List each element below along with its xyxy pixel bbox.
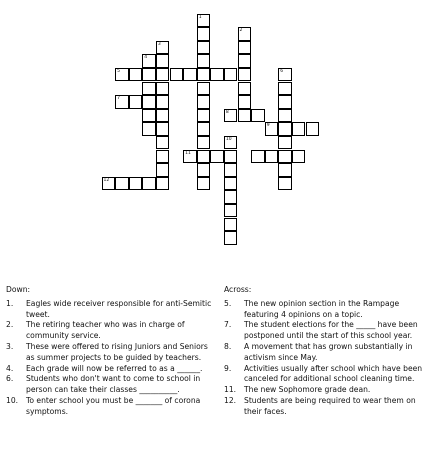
grid-cell[interactable] bbox=[210, 68, 224, 82]
grid-cell[interactable] bbox=[156, 122, 170, 136]
clue-number-label: 5. bbox=[224, 298, 232, 308]
grid-cell[interactable] bbox=[142, 82, 156, 96]
clue-number-label: 8. bbox=[224, 341, 232, 351]
grid-cell[interactable] bbox=[197, 163, 211, 177]
grid-cell[interactable] bbox=[278, 82, 292, 96]
clue-text: A movement that has grown substantially in activism since May. bbox=[244, 341, 413, 362]
grid-cell[interactable] bbox=[238, 27, 252, 41]
grid-cell[interactable] bbox=[156, 54, 170, 68]
grid-cell[interactable] bbox=[183, 150, 197, 164]
clue-number: 9 bbox=[266, 123, 270, 129]
grid-cell[interactable] bbox=[142, 54, 156, 68]
grid-cell[interactable] bbox=[278, 68, 292, 82]
grid-cell[interactable] bbox=[183, 68, 197, 82]
grid-cell[interactable] bbox=[278, 136, 292, 150]
grid-cell[interactable] bbox=[102, 177, 116, 191]
grid-cell[interactable] bbox=[115, 68, 129, 82]
grid-cell[interactable] bbox=[238, 95, 252, 109]
grid-cell[interactable] bbox=[197, 109, 211, 123]
grid-cell[interactable] bbox=[156, 68, 170, 82]
grid-cell[interactable] bbox=[197, 27, 211, 41]
grid-cell[interactable] bbox=[142, 177, 156, 191]
grid-cell[interactable] bbox=[156, 95, 170, 109]
grid-cell[interactable] bbox=[278, 150, 292, 164]
clue-number: 8 bbox=[225, 109, 229, 115]
across-clue bbox=[224, 299, 429, 321]
across-clue bbox=[224, 320, 429, 342]
grid-cell[interactable] bbox=[156, 136, 170, 150]
grid-cell[interactable] bbox=[238, 68, 252, 82]
clue-number-label: 7. bbox=[224, 320, 232, 330]
clue-number-label: 1. bbox=[6, 298, 14, 308]
grid-cell[interactable] bbox=[142, 122, 156, 136]
across-clue bbox=[224, 342, 429, 364]
down-clue-list bbox=[6, 299, 216, 418]
clue-number: 3 bbox=[157, 41, 161, 47]
grid-cell[interactable] bbox=[224, 109, 238, 123]
grid-cell[interactable] bbox=[224, 136, 238, 150]
grid-cell[interactable] bbox=[265, 122, 279, 136]
across-clue bbox=[224, 385, 429, 396]
grid-cell[interactable] bbox=[197, 82, 211, 96]
grid-cell[interactable] bbox=[156, 163, 170, 177]
grid-cell[interactable] bbox=[224, 163, 238, 177]
clue-text: The student elections for the _____ have been postponed until the start of this school year. bbox=[244, 320, 418, 341]
clue-number-label: 11. bbox=[224, 385, 237, 395]
clue-text: Eagles wide receiver responsible for anti-Semitic tweet. bbox=[26, 298, 212, 319]
grid-cell[interactable] bbox=[197, 54, 211, 68]
clue-number-label: 3. bbox=[6, 341, 14, 351]
grid-cell[interactable] bbox=[306, 122, 320, 136]
down-clue bbox=[6, 299, 216, 321]
clue-number-label: 9. bbox=[224, 363, 232, 373]
grid-cell[interactable] bbox=[224, 218, 238, 232]
down-clue bbox=[6, 374, 216, 396]
down-clue bbox=[6, 320, 216, 342]
grid-cell[interactable] bbox=[251, 109, 265, 123]
grid-cell[interactable] bbox=[142, 95, 156, 109]
grid-cell[interactable] bbox=[197, 136, 211, 150]
grid-cell[interactable] bbox=[197, 14, 211, 28]
grid-cell[interactable] bbox=[129, 177, 143, 191]
grid-cell[interactable] bbox=[251, 150, 265, 164]
clue-number-label: 4. bbox=[6, 363, 14, 373]
grid-cell[interactable] bbox=[156, 150, 170, 164]
grid-cell[interactable] bbox=[197, 95, 211, 109]
down-heading: Down: bbox=[6, 285, 31, 294]
down-clue bbox=[6, 364, 216, 375]
across-clue bbox=[224, 364, 429, 386]
grid-cell[interactable] bbox=[129, 95, 143, 109]
clue-number: 11 bbox=[185, 150, 191, 156]
grid-cell[interactable] bbox=[129, 68, 143, 82]
across-clues bbox=[224, 285, 429, 418]
clue-text: The new opinion section in the Rampage featuring 4 opinions on a topic. bbox=[244, 298, 400, 319]
grid-cell[interactable] bbox=[278, 109, 292, 123]
clue-text: The new Sophomore grade dean. bbox=[244, 385, 371, 395]
across-clue bbox=[224, 396, 429, 418]
grid-cell[interactable] bbox=[210, 150, 224, 164]
across-clue-list bbox=[224, 299, 429, 418]
grid-cell[interactable] bbox=[292, 150, 306, 164]
clue-text: Activities usually after school which have been canceled for additional school cleaning time. bbox=[244, 363, 423, 384]
grid-cell[interactable] bbox=[156, 109, 170, 123]
grid-cell[interactable] bbox=[197, 150, 211, 164]
clue-text: Students who don't want to come to school in person can take their classes __________. bbox=[26, 374, 201, 395]
grid-cell[interactable] bbox=[156, 41, 170, 55]
clue-number: 4 bbox=[144, 55, 148, 61]
clue-number: 10 bbox=[225, 136, 232, 142]
grid-cell[interactable] bbox=[278, 122, 292, 136]
grid-cell[interactable] bbox=[170, 68, 184, 82]
down-clue bbox=[6, 342, 216, 364]
clue-number: 1 bbox=[198, 14, 202, 20]
clue-text: To enter school you must be _______ of corona symptoms. bbox=[26, 395, 201, 416]
grid-cell[interactable] bbox=[224, 204, 238, 218]
clue-number: 6 bbox=[280, 68, 284, 74]
grid-cell[interactable] bbox=[197, 68, 211, 82]
clue-text: The retiring teacher who was in charge of community service. bbox=[26, 320, 185, 341]
clue-text: Students are being required to wear them on their faces. bbox=[244, 395, 416, 416]
grid-cell[interactable] bbox=[238, 41, 252, 55]
grid-cell[interactable] bbox=[278, 95, 292, 109]
clue-number-label: 10. bbox=[6, 395, 19, 405]
grid-cell[interactable] bbox=[238, 82, 252, 96]
grid-cell[interactable] bbox=[224, 177, 238, 191]
grid-cell[interactable] bbox=[197, 177, 211, 191]
clue-number-label: 12. bbox=[224, 395, 237, 405]
grid-cell[interactable] bbox=[278, 177, 292, 191]
clue-number: 2 bbox=[239, 28, 243, 34]
clue-text: These were offered to rising Juniors and Seniors as summer projects to be guided by teachers. bbox=[26, 341, 208, 362]
grid-cell[interactable] bbox=[265, 150, 279, 164]
grid-cell[interactable] bbox=[115, 177, 129, 191]
grid-cell[interactable] bbox=[156, 177, 170, 191]
grid-cell[interactable] bbox=[115, 95, 129, 109]
grid-cell[interactable] bbox=[224, 231, 238, 245]
grid-cell[interactable] bbox=[224, 150, 238, 164]
grid-cell[interactable] bbox=[238, 109, 252, 123]
grid-cell[interactable] bbox=[197, 122, 211, 136]
clue-number: 12 bbox=[103, 177, 110, 183]
grid-cell[interactable] bbox=[292, 122, 306, 136]
down-clue bbox=[6, 396, 216, 418]
clue-number-label: 6. bbox=[6, 374, 14, 384]
clue-text: Each grade will now be referred to as a ______. bbox=[26, 363, 203, 373]
grid-cell[interactable] bbox=[142, 68, 156, 82]
clue-number: 7 bbox=[117, 96, 120, 102]
clue-number: 5 bbox=[117, 68, 120, 74]
grid-cell[interactable] bbox=[142, 109, 156, 123]
grid-cell[interactable] bbox=[238, 54, 252, 68]
grid-cell[interactable] bbox=[224, 68, 238, 82]
grid-cell[interactable] bbox=[197, 41, 211, 55]
down-clues bbox=[6, 285, 216, 418]
grid-cell[interactable] bbox=[156, 82, 170, 96]
clue-number-label: 2. bbox=[6, 320, 14, 330]
grid-cell[interactable] bbox=[224, 190, 238, 204]
across-heading: Across: bbox=[224, 285, 252, 294]
grid-cell[interactable] bbox=[278, 163, 292, 177]
